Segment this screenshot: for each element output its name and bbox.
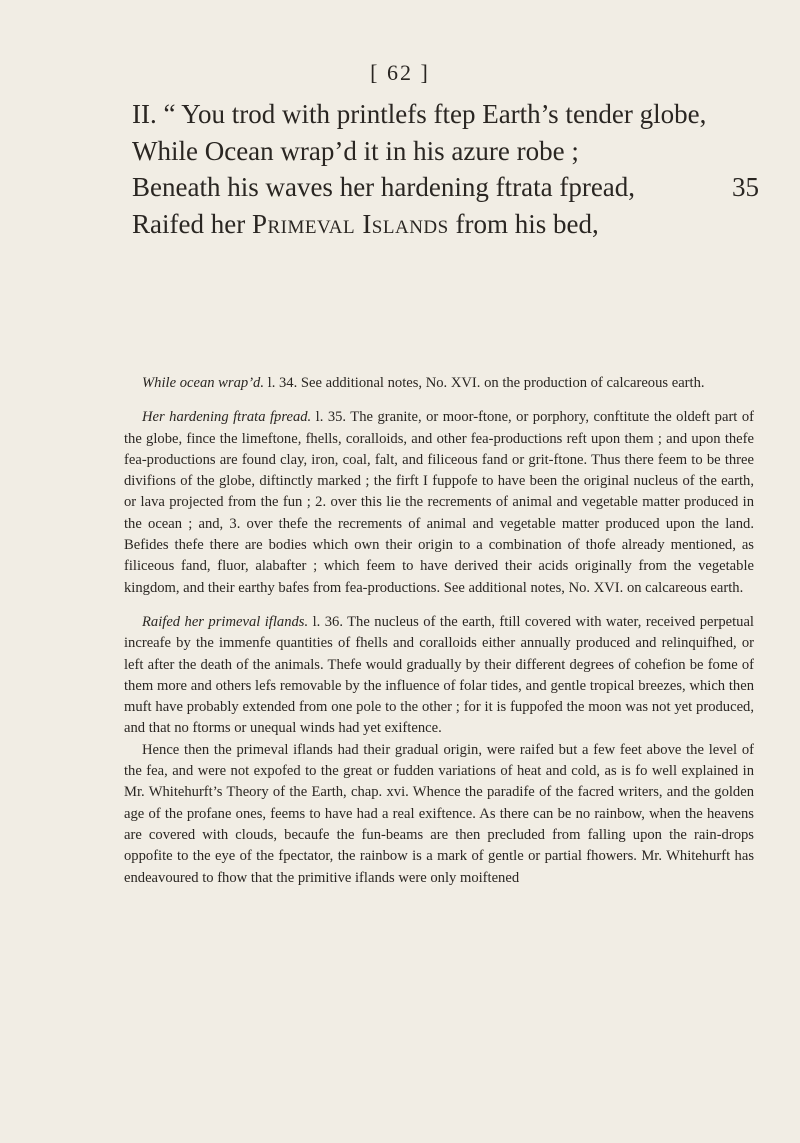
note-text: l. 35. The granite, or moor-ftone, or porphory, conftitute the oldeft part of the globe, fince the limeftone, fhells, coralloids, and other fea-productions reft upon them ; and upon thefe fea-productions are found clay, iron, coal, falt, and filiceous fand or grit-ftone. Thus there feem to be three divifions of the globe, diftinctly marked ; the firft I fuppofe to have been the original nucleus of the earth, or lava projected from the fun ; 2. over this lie the recrements of animal and vegetable matter produced in the ocean ; and, 3. over thefe the recrements of animal and vegetable matter produced upon the land. Befides thefe there are bodies which own their origin to a combination of thofe already mentioned, as filiceous fand, fluor, alabafter ; which feem to have derived their acids originally from the vegetable kingdom, and their earthy bafes from fea-productions. See additional notes, No. XVI. on calcareous earth. [124, 409, 754, 596]
note-paragraph [124, 612, 754, 740]
page-number: [ 62 ] [370, 60, 430, 85]
note-paragraph [124, 373, 754, 394]
verse-line-3 [132, 169, 772, 206]
note-paragraph [124, 407, 754, 599]
note-text: l. 34. See additional notes, No. XVI. on the production of calcareous earth. [264, 375, 705, 391]
verse-line-smallcaps: Primeval Islands [251, 208, 449, 239]
note-lemma: While ocean wrap’d. [142, 375, 264, 391]
verse-line-1 [132, 96, 772, 133]
note-lemma: Her hardening ftrata fpread. [142, 409, 312, 426]
note-paragraph [124, 740, 754, 889]
note-lemma: Raifed her primeval iflands. [142, 613, 309, 630]
verse-line-pre: Raifed her [132, 208, 252, 239]
note-text: Hence then the primeval iflands had their gradual origin, were raifed but a few feet above the level of the fea, and were not expofed to the great or fudden variations of heat and cold, as is fo well explained in Mr. Whitehurft’s Theory of the Earth, chap. xvi. Whence the paradife of the facred writers, and the golden age of the profane ones, feems to have had a real exiftence. As there can be no rainbow, when the heavens are covered with clouds, becaufe the fun-beams are then precluded from falling upon the rain-drops oppofite to the eye of the fpectator, the rainbow is a mark of gentle or partial fhowers. Mr. Whitehurft has endeavoured to fhow that the primitive iflands were only moiftened [124, 741, 754, 886]
verse-line-text: While Ocean wrap’d it in his azure robe ; [132, 135, 579, 166]
verse-stanza [132, 96, 772, 242]
verse-line-4 [132, 206, 772, 243]
line-number: 35 [732, 172, 759, 202]
footnotes [124, 373, 754, 889]
verse-line-post: from his bed, [448, 208, 599, 239]
verse-line-text: II. “ You trod with printlefs ftep Earth’s tender globe, [132, 99, 707, 129]
verse-line-2 [132, 133, 772, 170]
verse-line-text: Beneath his waves her hardening ftrata fpread, [132, 172, 636, 202]
note-text: l. 36. The nucleus of the earth, ftill covered with water, received perpetual increafe by the immenfe quantities of fhells and coralloids either annually produced and relinquifhed, or left after the death of the animals. Thefe would gradually by their different degrees of cohefion be fome of them more and others lefs removable by the influence of folar tides, and gentle tropical breezes, which then muft have probably extended from one pole to the other ; for it is fuppofed the moon was not yet produced, and that no ftorms or unequal winds had yet exiftence. [124, 613, 754, 737]
